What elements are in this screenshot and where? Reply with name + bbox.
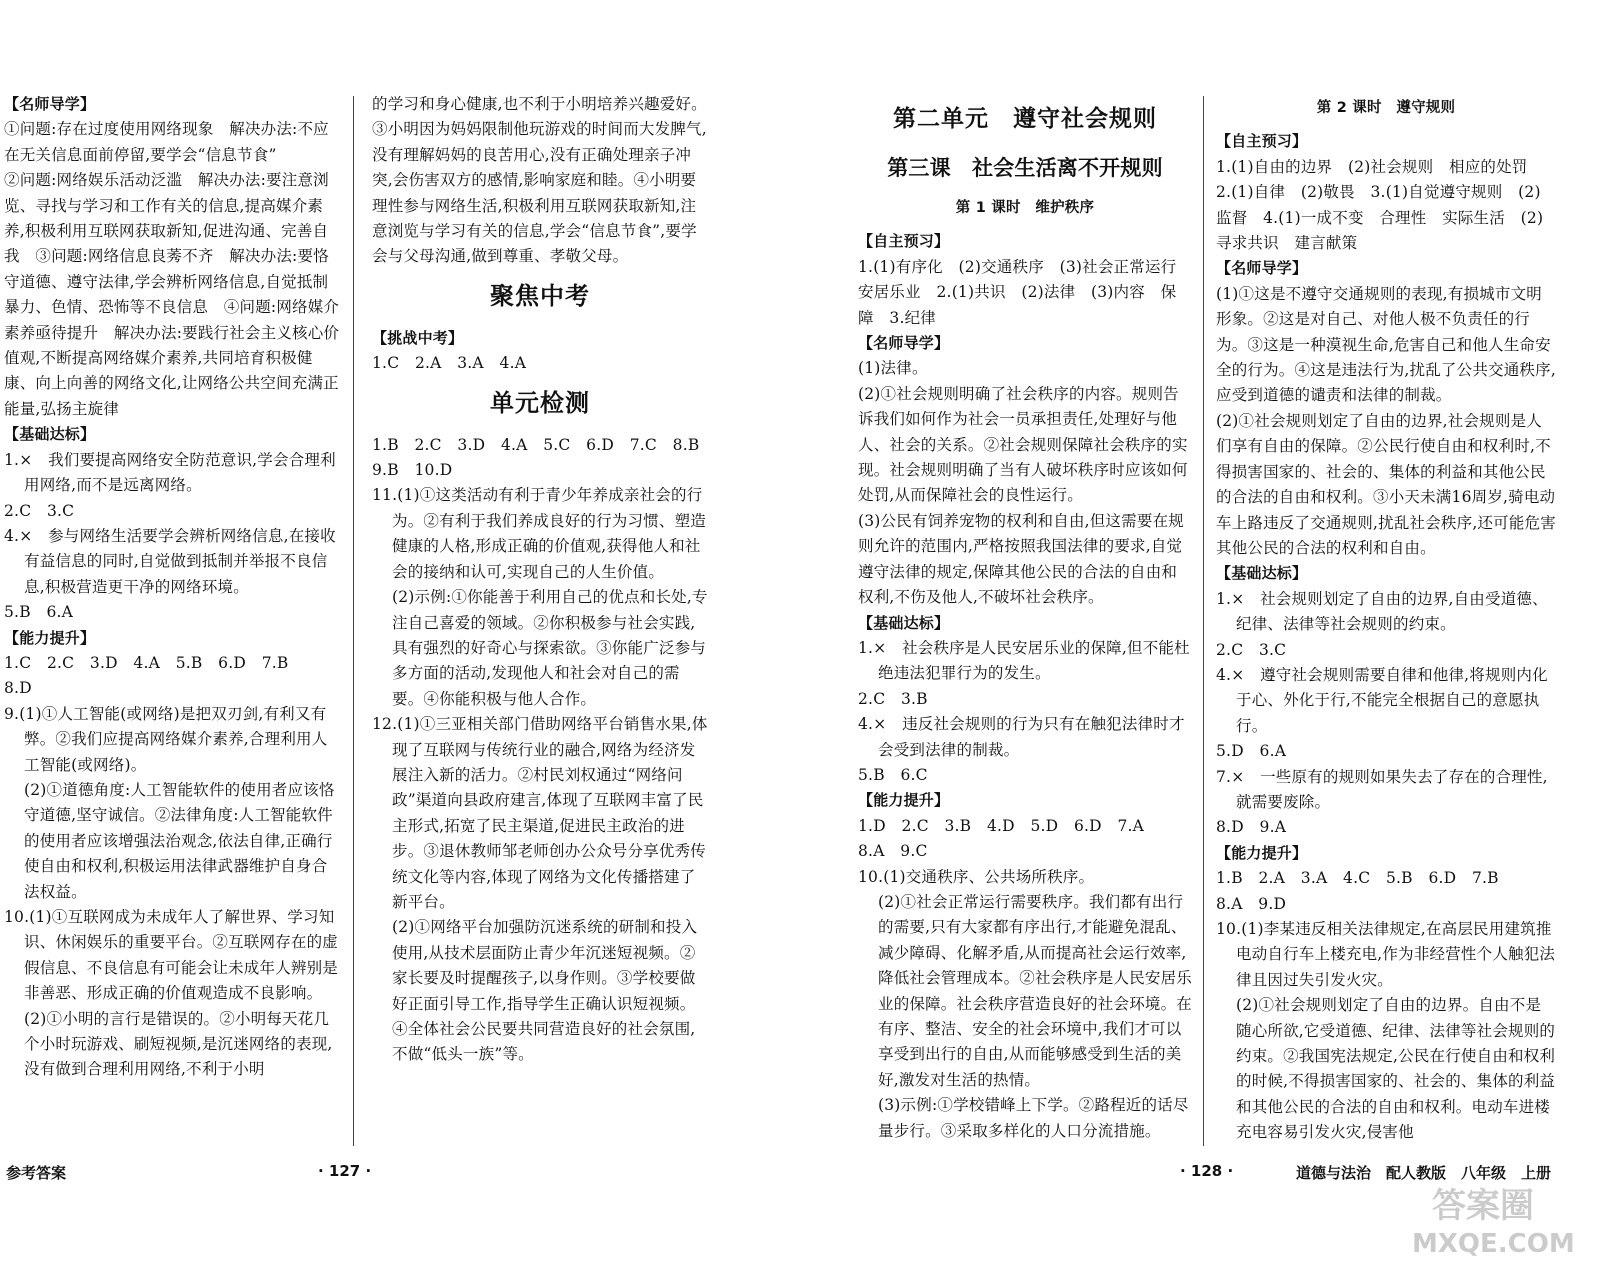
column-1 bbox=[4, 92, 340, 1152]
answer-text: 5.B 6.A bbox=[4, 603, 74, 622]
footer-left-label: 参考答案 bbox=[6, 1164, 67, 1182]
answer-text: 7.× 一些原有的规则如果失去了存在的合理性,就需要废除。 bbox=[1216, 767, 1548, 811]
section-heading: 【能力提升】 bbox=[4, 628, 96, 647]
answer-text: 4.× 遵守社会规则需要自律和他律,将规则内化于心、外化于行,不能完全根据自己的意愿执行。 bbox=[1216, 665, 1548, 735]
focus-exam-title: 聚焦中考 bbox=[490, 281, 590, 310]
section-heading: 【基础达标】 bbox=[1216, 564, 1308, 583]
answer-text: (2)①小明的言行是错误的。②小明每天花几个小时玩游戏、刷短视频,是沉迷网络的表现,没有做到合理利用网络,不利于小明 bbox=[24, 1009, 333, 1079]
answer-text: 2.C 3.C bbox=[1216, 640, 1287, 659]
section-heading: 【能力提升】 bbox=[1216, 843, 1308, 862]
unit-test-title: 单元检测 bbox=[490, 388, 590, 417]
answer-text: 1.× 我们要提高网络安全防范意识,学会合理利用网络,而不是远离网络。 bbox=[4, 450, 336, 495]
answer-text: (2)①道德角度:人工智能软件的使用者应该恪守道德,坚守诚信。②法律角度:人工智能软件的使用者应该增强法治观念,依法自律,正确行使自由和权利,积极运用法律武器维护自身合法权益。 bbox=[24, 780, 335, 901]
answer-text: 8.D 9.A bbox=[1216, 818, 1287, 837]
answer-text: 5.B 6.C bbox=[858, 765, 928, 784]
answer-text: (1)法律。 bbox=[858, 359, 928, 378]
answer-text: 10.(1)李某违反相关法律规定,在高层民用建筑推电动自行车上楼充电,作为非经营性个人触犯法律且因过失引发火灾。 bbox=[1216, 920, 1556, 989]
answer-text: 4.× 违反社会规则的行为只有在触犯法律时才会受到法律的制裁。 bbox=[858, 715, 1185, 759]
answer-text: 10.(1)交通秩序、公共场所秩序。 bbox=[858, 867, 1095, 886]
section-heading: 【名师导学】 bbox=[858, 334, 950, 353]
answer-text: 的学习和身心健康,也不利于小明培养兴趣爱好。③小明因为妈妈限制他玩游戏的时间而大发脾气,没有理解妈妈的良苦用心,没有正确处理亲子冲突,会伤害双方的感情,影响家庭和睦。④小明要理性参与网络生活,积极利用互联网获取新知,注意浏览与学习有关的信息,学会“信息节食”,要学会与父母沟通,做到尊重、孝敬父母。 bbox=[372, 95, 707, 266]
answer-text: (3)公民有饲养宠物的权利和自由,但这需要在规则允许的范围内,严格按照我国法律的要求,自觉遵守法律的规定,保障其他公民的合法的自由和权利,不伤及他人,不破坏社会秩序。 bbox=[858, 511, 1184, 607]
answer-text: 9.(1)①人工智能(或网络)是把双刃剑,有利又有弊。②我们应提高网络媒介素养,合理利用人工智能(或网络)。 bbox=[4, 704, 328, 774]
column-divider-1 bbox=[353, 96, 354, 1146]
column-3 bbox=[858, 92, 1192, 1152]
class-title: 第 2 课时 遵守规则 bbox=[1316, 100, 1456, 116]
answer-text: (2)①社会正常运行需要秩序。我们都有出行的需要,只有大家都有序出行,才能避免混乱、减少障碍、化解矛盾,从而提高社会运行效率,降低社会管理成本。②社会秩序是人民安居乐业的保障。社会秩序营造良好的社会环境。在有序、整洁、安全的社会环境中,我们才可以享受到出行的自由,从而能够感受到生活的美好,激发对生活的热情。 bbox=[878, 892, 1192, 1089]
section-heading: 【挑战中考】 bbox=[372, 328, 464, 347]
answer-text: 1.B 2.C 3.D 4.A 5.C 6.D 7.C 8.B bbox=[372, 435, 700, 454]
section-heading: 【名师导学】 bbox=[4, 95, 96, 113]
answer-text: 8.D bbox=[4, 679, 32, 698]
answer-text: 1.(1)自由的边界 (2)社会规则 相应的处罚 2.(1)自律 (2)敬畏 3.(1)自觉遵守规则 (2)监督 4.(1)一成不变 合理性 实际生活 (2)寻求共识 建言献策 bbox=[1216, 157, 1544, 253]
answer-text: (2)①社会规则划定了自由的边界。自由不是随心所欲,它受道德、纪律、法律等社会规则的约束。②我国宪法规定,公民在行使自由和权利的时候,不得损害国家的、社会的、集体的利益和其他公民的合法的自由和权利。电动车进楼充电容易引发火灾,侵害他 bbox=[1236, 996, 1556, 1142]
column-4 bbox=[1216, 92, 1556, 1152]
answer-text: 12.(1)①三亚相关部门借助网络平台销售水果,体现了互联网与传统行业的融合,网络为经济发展注入新的活力。②村民刘权通过“网络问政”渠道向县政府建言,体现了互联网丰富了民主形式,拓宽了民主渠道,促进民主政治的进步。③退休教师邹老师创办公众号分享优秀传统文化等内容,体现了网络为文化传播搭建了新平台。 bbox=[372, 715, 708, 911]
answer-text: 2.C 3.B bbox=[858, 689, 928, 708]
answer-text: 1.C 2.A 3.A 4.A bbox=[372, 354, 527, 373]
section-heading: 【能力提升】 bbox=[858, 791, 950, 810]
watermark-url: MXQE.COM bbox=[1412, 1229, 1575, 1259]
page-number-left: · 127 · bbox=[318, 1162, 372, 1180]
answer-text: 9.B 10.D bbox=[372, 461, 453, 480]
answer-text: 1.× 社会规则划定了自由的边界,自由受道德、纪律、法律等社会规则的约束。 bbox=[1216, 589, 1548, 634]
answer-text: 1.(1)有序化 (2)交通秩序 (3)社会正常运行 安居乐业 2.(1)共识 (2)法律 (3)内容 保障 3.纪律 bbox=[858, 257, 1192, 327]
section-heading: 【自主预习】 bbox=[858, 232, 950, 251]
answer-text: 1.D 2.C 3.B 4.D 5.D 6.D 7.A bbox=[858, 816, 1145, 835]
answer-text: (2)①社会规则划定了自由的边界,社会规则是人们享有自由的保障。②公民行使自由和权利时,不得损害国家的、社会的、集体的利益和其他公民的合法的自由和权利。③小天未满16周岁,骑电动车上路违反了交通规则,扰乱社会秩序,还可能危害其他公民的合法的权利和自由。 bbox=[1216, 411, 1556, 557]
section-heading: 【名师导学】 bbox=[1216, 259, 1308, 278]
answer-text: 1.C 2.C 3.D 4.A 5.B 6.D 7.B bbox=[4, 653, 289, 672]
section-heading: 【基础达标】 bbox=[858, 613, 950, 632]
answer-text: 2.C 3.C bbox=[4, 501, 75, 520]
answer-text: (2)示例:①你能善于利用自己的优点和长处,专注自己喜爱的领域。②你积极参与社会实践,具有强烈的好奇心与探索欲。③你能广泛参与多方面的活动,发现他人和社会对自己的需要。④你能积极与他人合作。 bbox=[392, 588, 708, 708]
answer-text: 8.A 9.D bbox=[1216, 894, 1287, 913]
unit-title: 第二单元 遵守社会规则 bbox=[893, 106, 1157, 132]
answer-text: (3)示例:①学校错峰上下学。②路程近的话尽量步行。③采取多样化的人口分流措施。 bbox=[878, 1096, 1189, 1140]
answer-text: 10.(1)①互联网成为未成年人了解世界、学习知识、休闲娱乐的重要平台。②互联网存在的虚假信息、不良信息有可能会让未成年人辨别是非善恶、形成正确的价值观造成不良影响。 bbox=[4, 908, 339, 1003]
answer-text: ②问题:网络娱乐活动泛滥 解决办法:要注意浏览、寻找与学习和工作有关的信息,提高媒介素养,积极利用互联网获取新知,促进沟通、完善自我 ③问题:网络信息良莠不齐 解决办法:要恪守道德、遵守法律,学会辨析网络信息,自觉抵制暴力、色情、恐怖等不良信息 ④问题:网络媒介素养亟待提升 解决办法:要践行社会主义核心价值观,不断提高网络媒介素养,共同培育积极健康、向上向善的网络文化,让网络公共空间充满正能量,弘扬主旋律 bbox=[4, 171, 340, 418]
section-heading: 【基础达标】 bbox=[4, 425, 96, 444]
answer-text: 1.B 2.A 3.A 4.C 5.B 6.D 7.B bbox=[1216, 869, 1499, 888]
section-heading: 【自主预习】 bbox=[1216, 132, 1308, 151]
class-title: 第 1 课时 维护秩序 bbox=[955, 200, 1095, 216]
answer-text: 4.× 参与网络生活要学会辨析网络信息,在接收有益信息的同时,自觉做到抵制并举报不良信息,积极营造更干净的网络环境。 bbox=[4, 526, 336, 596]
answer-text: (1)①这是不遵守交通规则的表现,有损城市文明形象。②这是对自己、对他人极不负责任的行为。③这是一种漠视生命,危害自己和他人生命安全的行为。④这是违法行为,扰乱了公共交通秩序,应受到道德的谴责和法律的制裁。 bbox=[1216, 284, 1556, 405]
answer-text: 8.A 9.C bbox=[858, 842, 928, 861]
column-divider-2 bbox=[1203, 96, 1204, 1146]
answer-text: 11.(1)①这类活动有利于青少年养成亲社会的行为。②有利于我们养成良好的行为习惯、塑造健康的人格,形成正确的价值观,获得他人和社会的接纳和认可,实现自己的人生价值。 bbox=[372, 486, 707, 581]
footer-right-label: 道德与法治 配人教版 八年级 上册 bbox=[1296, 1164, 1552, 1182]
answer-text: 1.× 社会秩序是人民安居乐业的保障,但不能杜绝违法犯罪行为的发生。 bbox=[858, 638, 1190, 683]
watermark-logo: 答案圈 bbox=[1432, 1186, 1534, 1226]
answer-text: 5.D 6.A bbox=[1216, 742, 1287, 761]
answer-text: (2)①网络平台加强防沉迷系统的研制和投入使用,从技术层面防止青少年沉迷短视频。②家长要及时提醒孩子,以身作则。③学校要做好正面引导工作,指导学生正确认识短视频。④全体社会公民要共同营造良好的社会氛围,不做“低头一族”等。 bbox=[392, 918, 698, 1064]
answer-text: (2)①社会规则明确了社会秩序的内容。规则告诉我们如何作为社会一员承担责任,处理好与他人、社会的关系。②社会规则保障社会秩序的实现。社会规则明确了当有人破坏秩序时应该如何处罚,从而保障社会的良性运行。 bbox=[858, 384, 1188, 505]
page-number-right: · 128 · bbox=[1180, 1162, 1234, 1180]
lesson-title: 第三课 社会生活离不开规则 bbox=[887, 156, 1163, 180]
column-2 bbox=[372, 92, 708, 1152]
answer-text: ①问题:存在过度使用网络现象 解决办法:不应在无关信息面前停留,要学会“信息节食” bbox=[4, 120, 329, 164]
